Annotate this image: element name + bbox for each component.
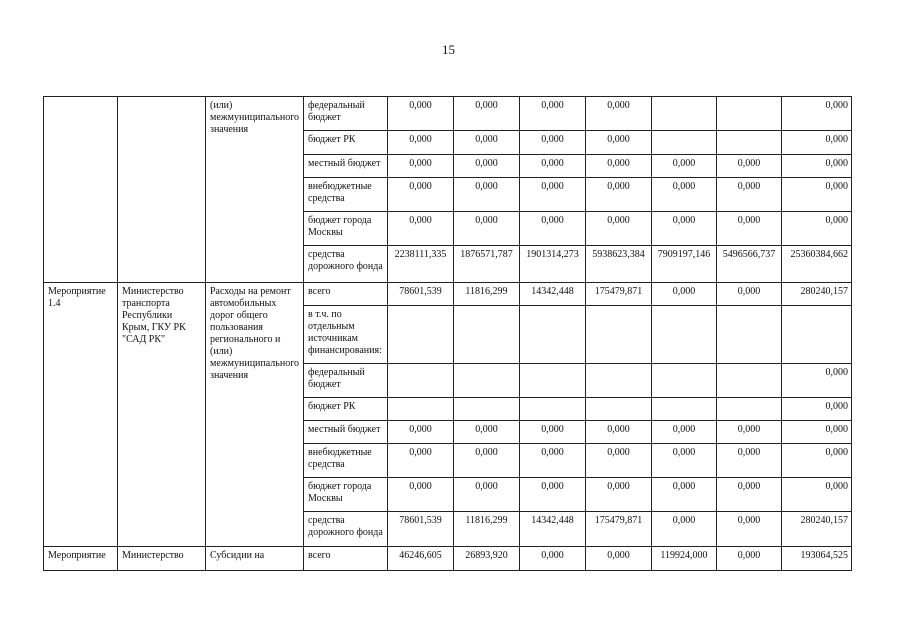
value-cell [652, 364, 717, 398]
value-cell [586, 364, 652, 398]
value-cell: 78601,539 [388, 512, 454, 547]
total-value-cell: 280240,157 [782, 512, 852, 547]
value-cell: 0,000 [586, 97, 652, 131]
value-cell: 0,000 [717, 444, 782, 478]
funding-source-cell: федеральный бюджет [304, 364, 388, 398]
value-cell [717, 131, 782, 155]
value-cell: 0,000 [586, 212, 652, 246]
total-value-cell: 0,000 [782, 97, 852, 131]
value-cell: 0,000 [586, 131, 652, 155]
value-cell: 0,000 [652, 178, 717, 212]
value-cell: 0,000 [586, 478, 652, 512]
value-cell: 0,000 [652, 478, 717, 512]
value-cell: 0,000 [454, 421, 520, 444]
funding-source-cell: внебюджетные средства [304, 444, 388, 478]
description-cell: Расходы на ремонт автомобильных дорог общего пользования регионального и (или) межмуниципального значения [206, 283, 304, 547]
value-cell: 0,000 [388, 97, 454, 131]
value-cell: 0,000 [454, 478, 520, 512]
total-value-cell: 0,000 [782, 212, 852, 246]
value-cell [586, 306, 652, 364]
value-cell: 0,000 [388, 178, 454, 212]
total-value-cell: 0,000 [782, 444, 852, 478]
value-cell [454, 306, 520, 364]
page-number: 15 [442, 42, 455, 57]
value-cell [388, 306, 454, 364]
value-cell: 0,000 [520, 131, 586, 155]
value-cell: 0,000 [586, 547, 652, 571]
value-cell: 0,000 [717, 421, 782, 444]
value-cell: 14342,448 [520, 512, 586, 547]
value-cell [520, 364, 586, 398]
value-cell: 0,000 [454, 131, 520, 155]
value-cell: 0,000 [652, 155, 717, 178]
value-cell: 0,000 [717, 547, 782, 571]
value-cell: 175479,871 [586, 512, 652, 547]
value-cell [388, 364, 454, 398]
value-cell [717, 306, 782, 364]
table-row [44, 283, 852, 306]
value-cell: 0,000 [652, 444, 717, 478]
value-cell: 0,000 [652, 212, 717, 246]
value-cell: 0,000 [388, 212, 454, 246]
funding-source-cell: средства дорожного фонда [304, 246, 388, 283]
value-cell: 0,000 [520, 212, 586, 246]
value-cell: 0,000 [388, 131, 454, 155]
measure-cell [44, 97, 118, 283]
value-cell: 5496566,737 [717, 246, 782, 283]
value-cell: 11816,299 [454, 512, 520, 547]
description-cell: (или) межмуниципального значения [206, 97, 304, 283]
funding-source-cell: бюджет города Москвы [304, 478, 388, 512]
value-cell: 0,000 [717, 478, 782, 512]
total-value-cell: 0,000 [782, 478, 852, 512]
value-cell [388, 398, 454, 421]
value-cell: 7909197,146 [652, 246, 717, 283]
value-cell: 1876571,787 [454, 246, 520, 283]
value-cell [652, 398, 717, 421]
total-value-cell: 0,000 [782, 131, 852, 155]
value-cell: 2238111,335 [388, 246, 454, 283]
funding-source-cell: в т.ч. по отдельным источникам финансирования: [304, 306, 388, 364]
value-cell: 26893,920 [454, 547, 520, 571]
value-cell: 0,000 [520, 444, 586, 478]
value-cell [717, 97, 782, 131]
value-cell: 0,000 [388, 444, 454, 478]
value-cell [717, 398, 782, 421]
value-cell: 5938623,384 [586, 246, 652, 283]
description-cell: Субсидии на [206, 547, 304, 571]
value-cell: 0,000 [717, 212, 782, 246]
funding-source-cell: всего [304, 283, 388, 306]
funding-source-cell: местный бюджет [304, 421, 388, 444]
executor-cell: Министерство [118, 547, 206, 571]
value-cell [454, 398, 520, 421]
value-cell [652, 306, 717, 364]
value-cell [454, 364, 520, 398]
value-cell: 0,000 [717, 512, 782, 547]
funding-source-cell: бюджет РК [304, 398, 388, 421]
funding-source-cell: внебюджетные средства [304, 178, 388, 212]
value-cell: 0,000 [586, 421, 652, 444]
table-row [44, 547, 852, 571]
total-value-cell [782, 306, 852, 364]
table-row [44, 97, 852, 131]
value-cell [586, 398, 652, 421]
executor-cell [118, 97, 206, 283]
value-cell: 0,000 [520, 178, 586, 212]
value-cell: 0,000 [454, 178, 520, 212]
total-value-cell: 0,000 [782, 364, 852, 398]
value-cell: 14342,448 [520, 283, 586, 306]
value-cell: 1901314,273 [520, 246, 586, 283]
value-cell: 0,000 [586, 444, 652, 478]
value-cell: 0,000 [652, 512, 717, 547]
value-cell: 119924,000 [652, 547, 717, 571]
value-cell: 0,000 [520, 547, 586, 571]
value-cell: 46246,605 [388, 547, 454, 571]
funding-source-cell: средства дорожного фонда [304, 512, 388, 547]
value-cell: 0,000 [586, 178, 652, 212]
value-cell: 0,000 [586, 155, 652, 178]
value-cell [520, 398, 586, 421]
value-cell: 0,000 [454, 444, 520, 478]
value-cell: 0,000 [454, 212, 520, 246]
total-value-cell: 25360384,662 [782, 246, 852, 283]
value-cell: 0,000 [388, 478, 454, 512]
funding-source-cell: местный бюджет [304, 155, 388, 178]
value-cell [652, 131, 717, 155]
value-cell: 0,000 [454, 97, 520, 131]
total-value-cell: 0,000 [782, 421, 852, 444]
executor-cell: Министерство транспорта Республики Крым, ГКУ РК "САД РК" [118, 283, 206, 547]
total-value-cell: 193064,525 [782, 547, 852, 571]
value-cell [717, 364, 782, 398]
budget-table [43, 96, 852, 571]
funding-source-cell: бюджет РК [304, 131, 388, 155]
value-cell: 0,000 [652, 421, 717, 444]
value-cell: 0,000 [652, 283, 717, 306]
value-cell: 0,000 [717, 155, 782, 178]
value-cell: 0,000 [520, 421, 586, 444]
value-cell: 0,000 [454, 155, 520, 178]
value-cell [652, 97, 717, 131]
value-cell: 0,000 [520, 155, 586, 178]
measure-cell: Мероприятие [44, 547, 118, 571]
budget-table-body [44, 97, 852, 571]
value-cell: 0,000 [717, 283, 782, 306]
value-cell: 78601,539 [388, 283, 454, 306]
total-value-cell: 280240,157 [782, 283, 852, 306]
value-cell: 175479,871 [586, 283, 652, 306]
value-cell: 0,000 [717, 178, 782, 212]
measure-cell: Мероприятие 1.4 [44, 283, 118, 547]
value-cell: 0,000 [388, 421, 454, 444]
value-cell: 11816,299 [454, 283, 520, 306]
value-cell: 0,000 [520, 478, 586, 512]
value-cell: 0,000 [520, 97, 586, 131]
total-value-cell: 0,000 [782, 398, 852, 421]
funding-source-cell: всего [304, 547, 388, 571]
total-value-cell: 0,000 [782, 178, 852, 212]
funding-source-cell: федеральный бюджет [304, 97, 388, 131]
total-value-cell: 0,000 [782, 155, 852, 178]
value-cell: 0,000 [388, 155, 454, 178]
funding-source-cell: бюджет города Москвы [304, 212, 388, 246]
value-cell [520, 306, 586, 364]
